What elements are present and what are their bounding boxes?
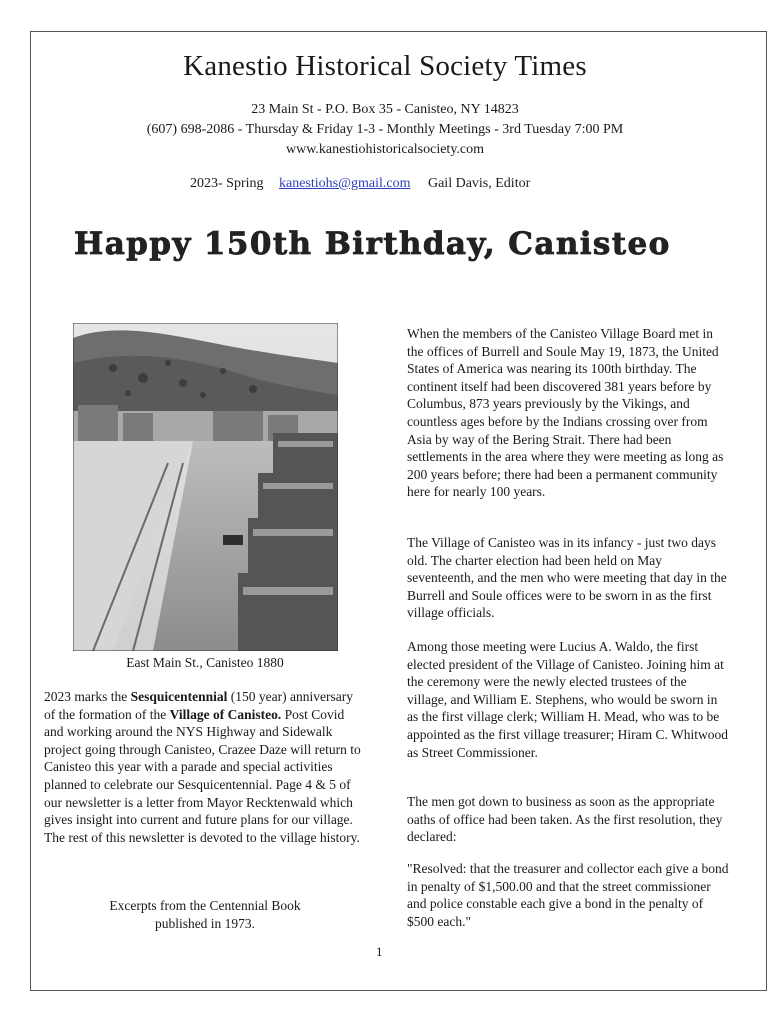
excerpt-line-1: Excerpts from the Centennial Book bbox=[109, 898, 301, 913]
page-number: 1 bbox=[376, 944, 383, 959]
email-link[interactable]: kanestiohs@gmail.com bbox=[279, 176, 411, 191]
issue-season: 2023- Spring bbox=[190, 176, 264, 191]
intro-bold-village: Village of Canisteo. bbox=[169, 706, 282, 722]
headline: Happy 150th Birthday, Canisteo bbox=[74, 226, 671, 262]
newsletter-title: Kanestio Historical Society Times bbox=[183, 50, 587, 82]
intro-text-1: 2023 marks the bbox=[44, 689, 131, 704]
editor-credit: Gail Davis, Editor bbox=[427, 176, 531, 191]
photo-caption: East Main St., Canisteo 1880 bbox=[126, 655, 284, 670]
intro-text-2: (150 year) anniversary of the formation of the bbox=[44, 689, 353, 722]
article-paragraph-1: When the members of the Canisteo Village Board met in the offices of Burrell and Soule May 19, 1873, the United States of America was nearing its 100th birthday. The continent itself had been discovered 381 years before by Columbus, 873 years previously by the Vikings, and countless ages before by the Indians crossing over from Asia by way of the Bering Strait. There had been settlements in the area where they were meeting as long as 200 years before; there had been a permanent community here for nearly 100 years. bbox=[407, 326, 724, 500]
excerpt-note bbox=[60, 897, 350, 932]
article-paragraph-4: The men got down to business as soon as the appropriate oaths of office had been taken. As the first resolution, they declared: bbox=[407, 794, 723, 845]
intro-bold-sesquicentennial: Sesquicentennial bbox=[130, 689, 228, 704]
historic-street-photo bbox=[73, 323, 338, 651]
article-paragraph-2: The Village of Canisteo was in its infancy - just two days old. The charter election had been held on May seventeenth, and the men who were meeting that day in the Burrell and Soule offices were to be sworn in as the first village officials. bbox=[407, 535, 727, 621]
website-line[interactable]: www.kanestiohistoricalsociety.com bbox=[285, 142, 485, 157]
hours-line: (607) 698-2086 - Thursday & Friday 1-3 - Monthly Meetings - 3rd Tuesday 7:00 PM bbox=[146, 122, 624, 137]
article-paragraph-3: Among those meeting were Lucius A. Waldo, the first elected president of the Village of Canisteo. Joining him at the ceremony were the newly elected trustees of the village, and William E. Stephens, who would be sworn in as the first village clerk; William H. Mead, who was to be appointed as the first village treasurer; Hiram C. Whitwood as Street Commissioner. bbox=[407, 639, 729, 760]
issue-line bbox=[190, 176, 530, 192]
excerpt-line-2: published in 1973. bbox=[154, 915, 256, 931]
intro-text-3: Post Covid and working around the NYS Highway and Sidewalk project going through Canisteo, Crazee Daze will return to Canisteo this year with a parade and special activities planned to celebrate our Sesquicentennial. Page 4 & 5 of our newsletter is a letter from Mayor Recktenwald which gives insight into current and future plans for our village. The rest of this newsletter is devoted to the village history. bbox=[44, 706, 361, 845]
address-line: 23 Main St - P.O. Box 35 - Canisteo, NY 14823 bbox=[251, 102, 519, 117]
intro-paragraph bbox=[44, 688, 366, 846]
article-paragraph-5: "Resolved: that the treasurer and collector each give a bond in penalty of $1,500.00 and that the street commissioner and police constable each give a bond in the penalty of $500 each." bbox=[407, 861, 729, 929]
